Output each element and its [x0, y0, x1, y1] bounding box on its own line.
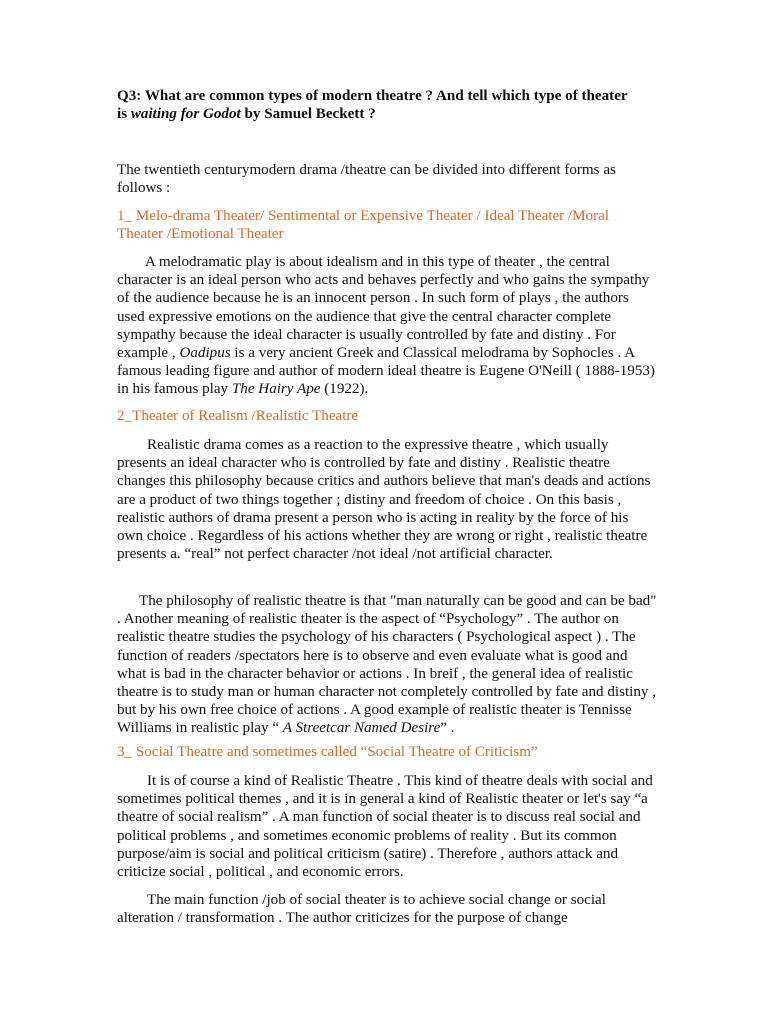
intro-paragraph: The twentieth centurymodern drama /theatre can be divided into different forms as follows : [117, 162, 616, 197]
section-2-heading: 2_Theater of Realism /Realistic Theatre [117, 408, 359, 424]
question-line-1: Q3: What are common types of modern theatre ? And tell which type of theater [117, 88, 628, 104]
section-3-paragraph-2: The main function /job of social theater is to achieve social change or social alteration / transformation . The author criticizes for the purpose of change [117, 892, 606, 927]
section-2-paragraph-2: The philosophy of realistic theatre is that "man naturally can be good and can be bad" . Another meaning of realistic theater is the aspect of “Psychology” . The author on realistic theatre studies the psychology of his characters ( Psychological aspect ) . The function of readers /spectators here is to observe and even evaluate what is good and what is bad in the character behavior or actions . In breif , the general idea of realistic theatre is to study man or human character not completely controlled by fate and distiny , but by his own free choice of actions . A good example of realistic theater is Tennisse Williams in realistic play “ A Streetcar Named Desire” . [117, 593, 657, 737]
section-1-heading: 1_ Melo-drama Theater/ Sentimental or Expensive Theater / Ideal Theater /Moral Theater /Emotional Theater [117, 208, 610, 243]
section-3-paragraph-1: It is of course a kind of Realistic Theatre . This kind of theatre deals with social and sometimes political themes , and it is in general a kind of Realistic theater or let's say “a theatre of social realism” . A man function of social theater is to discuss real social and political problems , and sometimes economic problems of reality . But its common purpose/aim is social and political criticism (satire) . Therefore , authors attack and criticize social , political , and economic errors. [117, 773, 653, 881]
section-2-paragraph-1: Realistic drama comes as a reaction to the expressive theatre , which usually presents an ideal character who is controlled by fate and distiny . Realistic theatre changes this philosophy because critics and authors believe that man's deads and actions are a product of two things together ; distiny and freedom of choice . On this basis , realistic authors of drama present a person who is acting in reality by the force of his own choice . Regardless of his actions whether they are wrong or right , realistic theatre presents a. “real” not perfect character /not ideal /not artificial character. [117, 437, 651, 563]
play-title-godot: waiting for Godot [130, 106, 241, 123]
section-3-heading: 3_ Social Theatre and sometimes called “Social Theatre of Criticism” [117, 744, 538, 760]
section-1-paragraph: A melodramatic play is about idealism and in this type of theater , the central character is an ideal person who acts and behaves perfectly and who gains the sympathy of the audience because he is an innocent person . In such form of plays , the authors used expressive emotions on the audience that give the central character complete sympathy because the ideal character is usually controlled by fate and distiny . For example , Oadipus is a very ancient Greek and Classical melodrama by Sophocles . A famous leading figure and author of modern ideal theatre is Eugene O'Neill ( 1888-1953) in his famous play The Hairy Ape (1922). [117, 254, 655, 398]
question: Q3: What are common types of modern theatre ? And tell which type of theater is waiting for Godot by Samuel Beckett ? [117, 88, 628, 123]
